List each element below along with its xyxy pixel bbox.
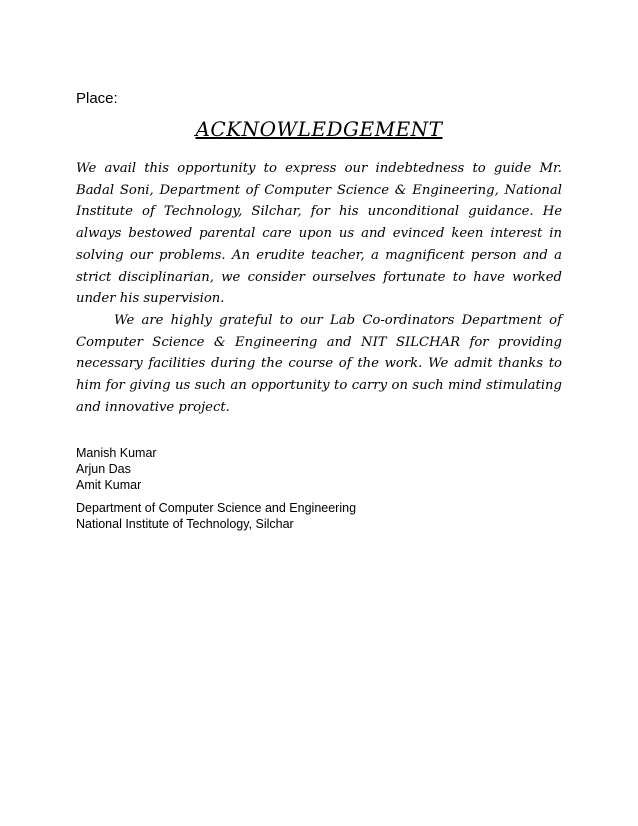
department-name: Department of Computer Science and Engineering — [76, 501, 357, 515]
place-label: Place: — [76, 90, 118, 107]
author-name: Arjun Das — [76, 462, 131, 476]
author-name: Manish Kumar — [76, 446, 157, 460]
paragraph-2: We are highly grateful to our Lab Co-ordinators Department of Computer Science & Engineering and NIT SILCHAR for providing necessary facilities during the course of the work. We admit thanks to him for giving us such an opportunity to carry on such mind stimulating and innovative project. — [76, 312, 562, 415]
affiliation-block — [76, 500, 356, 532]
acknowledgement-body — [76, 158, 562, 418]
author-name: Amit Kumar — [76, 478, 142, 492]
institute-name: National Institute of Technology, Silchar — [76, 517, 294, 531]
author-list — [76, 445, 157, 493]
page-title: ACKNOWLEDGEMENT — [195, 117, 443, 141]
paragraph-1: We avail this opportunity to express our indebtedness to guide Mr. Badal Soni, Department of Computer Science & Engineering, National Institute of Technology, Silchar, for his unconditional guidance. He always bestowed parental care upon us and evinced keen interest in solving our problems. An erudite teacher, a magnificent person and a strict disciplinarian, we consider ourselves fortunate to have worked under his supervision. — [76, 161, 562, 307]
